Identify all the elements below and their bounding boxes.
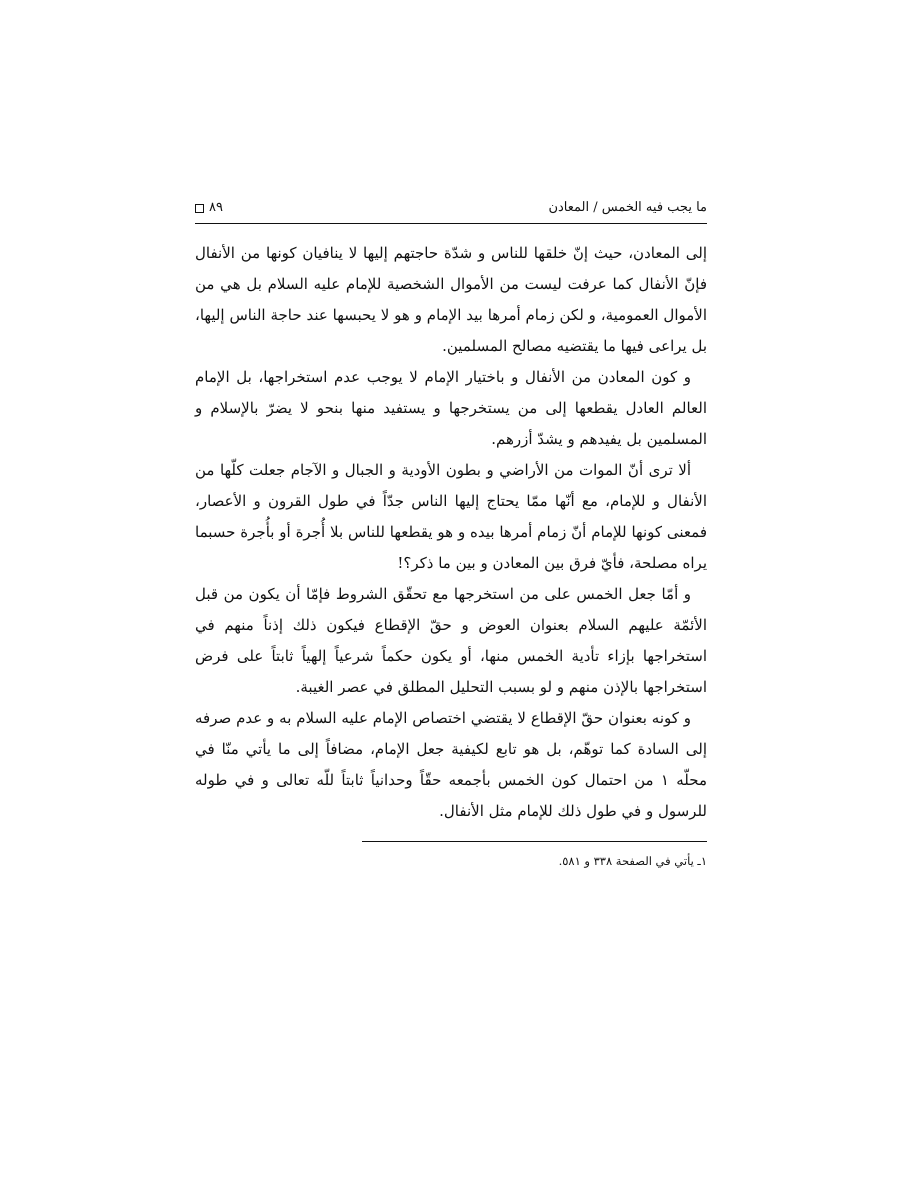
running-header bbox=[195, 195, 707, 224]
paragraph: و كون المعادن من الأنفال و باختيار الإمام لا يوجب عدم استخراجها، بل الإمام العالم العادل يقطعها إلى من يستخرجها و يستفيد منها بنحو لا يضرّ بالإسلام و المسلمين بل يفيدهم و يشدّ أزرهم. bbox=[195, 368, 707, 448]
page-number: ٨٩ bbox=[209, 200, 223, 215]
square-bullet-icon bbox=[195, 204, 204, 213]
footnote: ١ـ يأتي في الصفحة ٣٣٨ و ٥٨١. bbox=[558, 854, 707, 868]
body-text bbox=[195, 238, 707, 827]
book-page bbox=[195, 195, 707, 870]
page-number-block bbox=[195, 199, 223, 217]
paragraph: إلى المعادن، حيث إنّ خلقها للناس و شدّة حاجتهم إليها لا ينافيان كونها من الأنفال فإنّ الأنفال كما عرفت ليست من الأموال الشخصية للإمام عليه السلام بل هي من الأموال العمومية، و لكن زمام أمرها بيد الإمام و هو لا يحبسها عند حاجة الناس إليها، بل يراعى فيها ما يقتضيه مصالح المسلمين. bbox=[195, 244, 707, 355]
footnote-divider bbox=[362, 841, 707, 842]
header-title: ما يجب فيه الخمس / المعادن bbox=[548, 200, 707, 215]
paragraph: و كونه بعنوان حقّ الإقطاع لا يقتضي اختصاص الإمام عليه السلام به و عدم صرفه إلى السادة كما توهّم، بل هو تابع لكيفية جعل الإمام، مضافاً إلى ما يأتي منّا في محلّه ١ من احتمال كون الخمس بأجمعه حقّاً وحدانياً ثابتاً للّه تعالى و في طوله للرسول و في طول ذلك للإمام مثل الأنفال. bbox=[195, 709, 707, 820]
paragraph: ألا ترى أنّ الموات من الأراضي و بطون الأودية و الجبال و الآجام جعلت كلّها من الأنفال و للإمام، مع أنّها ممّا يحتاج إليها الناس جدّاً في طول القرون و الأعصار، فمعنى كونها للإمام أنّ زمام أمرها بيده و هو يقطعها للناس بلا أُجرة أو بأُجرة حسبما يراه مصلحة، فأيّ فرق بين المعادن و بين ما ذكر؟! bbox=[195, 461, 707, 572]
paragraph: و أمّا جعل الخمس على من استخرجها مع تحقّق الشروط فإمّا أن يكون من قبل الأئمّة عليهم السلام بعنوان العوض و حقّ الإقطاع فيكون ذلك إذناً منهم في استخراجها بإزاء تأدية الخمس منها، أو يكون حكماً شرعياً إلهياً ثابتاً على فرض استخراجها بالإذن منهم و لو بسبب التحليل المطلق في عصر الغيبة. bbox=[195, 585, 707, 696]
